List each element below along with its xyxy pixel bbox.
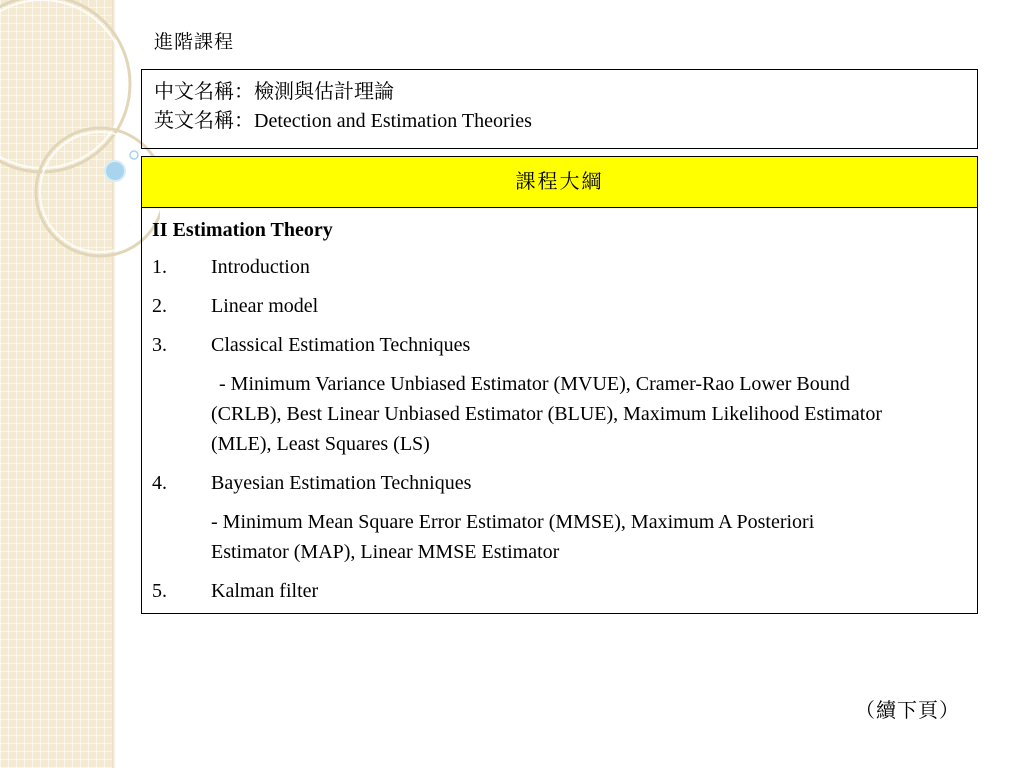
list-item-text: Introduction [211, 256, 310, 278]
decorative-rings [0, 0, 160, 300]
syllabus-header: 課程大綱 [142, 157, 977, 208]
classical-techniques-detail: - Minimum Variance Unbiased Estimator (MVUE), Cramer-Rao Lower Bound (CRLB), Best Linear Unbiased Estimator (BLUE), Maximum Likelihood Estimator (MLE), Least Squares (LS) [211, 373, 882, 455]
english-course-name: 英文名稱：Detection and Estimation Theories [154, 110, 532, 132]
list-item [152, 252, 977, 282]
page-header-label: 進階課程 [154, 32, 235, 53]
course-name-box [141, 69, 978, 149]
continued-next-page-note: （續下頁） [855, 700, 960, 722]
list-item-text: Bayesian Estimation Techniques [211, 472, 472, 494]
list-item-number: 3. [152, 334, 167, 356]
syllabus-body [142, 208, 977, 606]
list-item-number: 5. [152, 580, 167, 602]
list-item-text: Classical Estimation Techniques [211, 334, 471, 356]
list-item-text: Kalman filter [211, 580, 319, 602]
list-item [152, 576, 977, 606]
ring-large [0, 0, 130, 172]
list-item [152, 468, 977, 498]
dot-small [130, 151, 138, 159]
list-item [152, 330, 977, 360]
list-item-text: Linear model [211, 295, 319, 317]
section-title: II Estimation Theory [152, 219, 333, 241]
list-item-number: 2. [152, 295, 167, 317]
bayesian-techniques-detail: - Minimum Mean Square Error Estimator (MMSE), Maximum A Posteriori Estimator (MAP), Linear MMSE Estimator [211, 511, 815, 563]
chinese-course-name: 中文名稱：檢測與估計理論 [154, 81, 394, 103]
dot-large [105, 161, 125, 181]
list-item-number: 1. [152, 256, 167, 278]
list-item [152, 291, 977, 321]
list-item-number: 4. [152, 472, 167, 494]
syllabus-table [141, 156, 978, 614]
